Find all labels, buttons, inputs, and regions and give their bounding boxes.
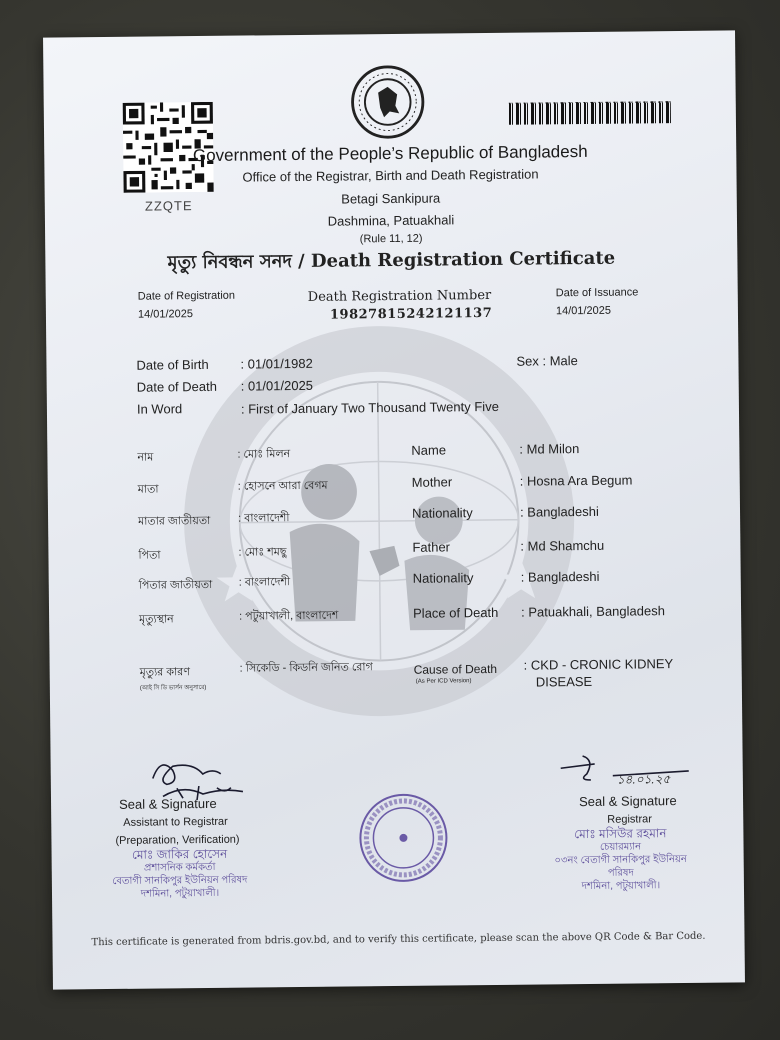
- left-stamp: [100, 847, 261, 901]
- bn-father-nationality-label: পিতার জাতীয়তা: [138, 578, 213, 592]
- government-seal-icon: [349, 64, 426, 141]
- bn-mother-nationality-label: মাতার জাতীয়তা: [138, 514, 211, 528]
- in-word-value: : First of January Two Thousand Twenty Five: [240, 398, 499, 417]
- registration-number-label: Death Registration Number: [307, 287, 492, 305]
- bn-name-label: নাম: [137, 451, 154, 464]
- right-stamp-title: চেয়ারম্যান: [599, 841, 642, 853]
- right-stamp: [545, 827, 696, 894]
- bn-father-label: পিতা: [138, 549, 161, 562]
- father-nationality-value: : Bangladeshi: [520, 568, 600, 585]
- right-stamp-name: মোঃ মসিউর রহমান: [574, 826, 667, 842]
- rule-reference: (Rule 11, 12): [359, 232, 423, 246]
- cause-value-line1: : CKD - CRONIC KIDNEY: [523, 656, 674, 673]
- father-nationality-label: Nationality: [412, 570, 474, 586]
- date-of-issuance-label: Date of Issuance: [555, 286, 639, 300]
- mother-nationality-value: : Bangladeshi: [519, 503, 599, 520]
- father-label: Father: [412, 539, 451, 555]
- left-stamp-name: মোঃ জাকির হোসেন: [131, 846, 228, 862]
- registration-number: 19827815242121137: [329, 305, 493, 323]
- right-role: Registrar: [607, 813, 652, 826]
- bn-place-of-death-value: : পটুয়াখালী, বাংলাদেশ: [239, 609, 339, 623]
- bn-name-value: : মোঃ মিলন: [237, 448, 291, 461]
- date-of-registration-value: 14/01/2025: [137, 308, 194, 321]
- bn-cause-value: : সিকেডি - কিডনি জনিত রোগ: [239, 661, 373, 675]
- left-stamp-title: প্রশাসনিক কর্মকর্তা: [143, 861, 216, 874]
- bn-mother-nationality-value: : বাংলাদেশী: [238, 512, 290, 525]
- left-seal-label: Seal & Signature: [118, 795, 217, 812]
- date-of-issuance-value: 14/01/2025: [555, 304, 612, 318]
- government-heading: Government of the People’s Republic of Bangladesh: [192, 141, 588, 166]
- barcode-icon[interactable]: [509, 101, 671, 125]
- qr-code-label: ZZQTE: [144, 198, 193, 214]
- verification-footer: This certificate is generated from bdris.gov.bd, and to verify this certificate, please scan the above QR Code & Bar Code.: [91, 930, 706, 949]
- left-stamp-place: দশমিনা, পটুয়াখালী।: [140, 887, 220, 900]
- bn-cause-label: মৃত্যুর কারণ: [139, 666, 190, 679]
- name-label: Name: [411, 442, 447, 458]
- certificate-paper: [43, 30, 745, 989]
- cause-note: (As Per ICD Version): [415, 678, 472, 685]
- mother-nationality-label: Nationality: [411, 505, 473, 521]
- bn-father-nationality-value: : বাংলাদেশী: [238, 576, 291, 589]
- office-heading: Office of the Registrar, Birth and Death Registration: [242, 166, 539, 185]
- in-word-label: In Word: [136, 401, 183, 417]
- cause-label: Cause of Death: [413, 661, 498, 677]
- date-of-birth-label: Date of Birth: [136, 356, 209, 373]
- right-stamp-office: ০৩নং বেতাগী সানকিপুর ইউনিয়ন পরিষদ: [554, 853, 687, 879]
- sex-value: Sex : Male: [516, 353, 578, 369]
- date-of-death-value: : 01/01/2025: [240, 377, 314, 394]
- left-role: Assistant to Registrar: [123, 815, 228, 829]
- bn-place-of-death-label: মৃত্যুস্থান: [139, 613, 174, 626]
- right-seal-label: Seal & Signature: [578, 793, 677, 810]
- date-of-registration-label: Date of Registration: [137, 289, 236, 303]
- bn-father-value: : মোঃ শমছু: [238, 546, 287, 559]
- cause-value-line2: DISEASE: [535, 673, 593, 690]
- registrar-handwritten-date: ১৪.০১.২৫: [616, 772, 671, 787]
- name-value: : Md Milon: [519, 441, 580, 457]
- union-council-stamp-icon: [357, 791, 450, 884]
- place-of-death-label: Place of Death: [413, 604, 499, 621]
- left-role-detail: (Preparation, Verification): [115, 833, 240, 847]
- upazila-name: Dashmina, Patuakhali: [327, 212, 455, 229]
- bn-cause-note: (আই সি ডি ভার্সন অনুসারে): [139, 684, 207, 692]
- right-stamp-place: দশমিনা, পটুয়াখালী।: [581, 880, 661, 893]
- father-value: : Md Shamchu: [520, 537, 605, 554]
- bn-mother-value: : হোসনে আরা বেগম: [237, 479, 328, 493]
- place-of-death-value: : Patuakhali, Bangladesh: [520, 603, 665, 620]
- certificate-title: মৃত্যু নিবন্ধন সনদ / Death Registration Certificate: [167, 247, 616, 274]
- mother-value: : Hosna Ara Begum: [519, 472, 633, 489]
- date-of-death-label: Date of Death: [136, 378, 217, 395]
- mother-label: Mother: [411, 474, 453, 490]
- left-stamp-office: বেতাগী সানকিপুর ইউনিয়ন পরিষদ: [112, 874, 248, 887]
- date-of-birth-value: : 01/01/1982: [240, 355, 313, 372]
- bn-mother-label: মাতা: [137, 483, 159, 496]
- union-name: Betagi Sankipura: [341, 190, 441, 207]
